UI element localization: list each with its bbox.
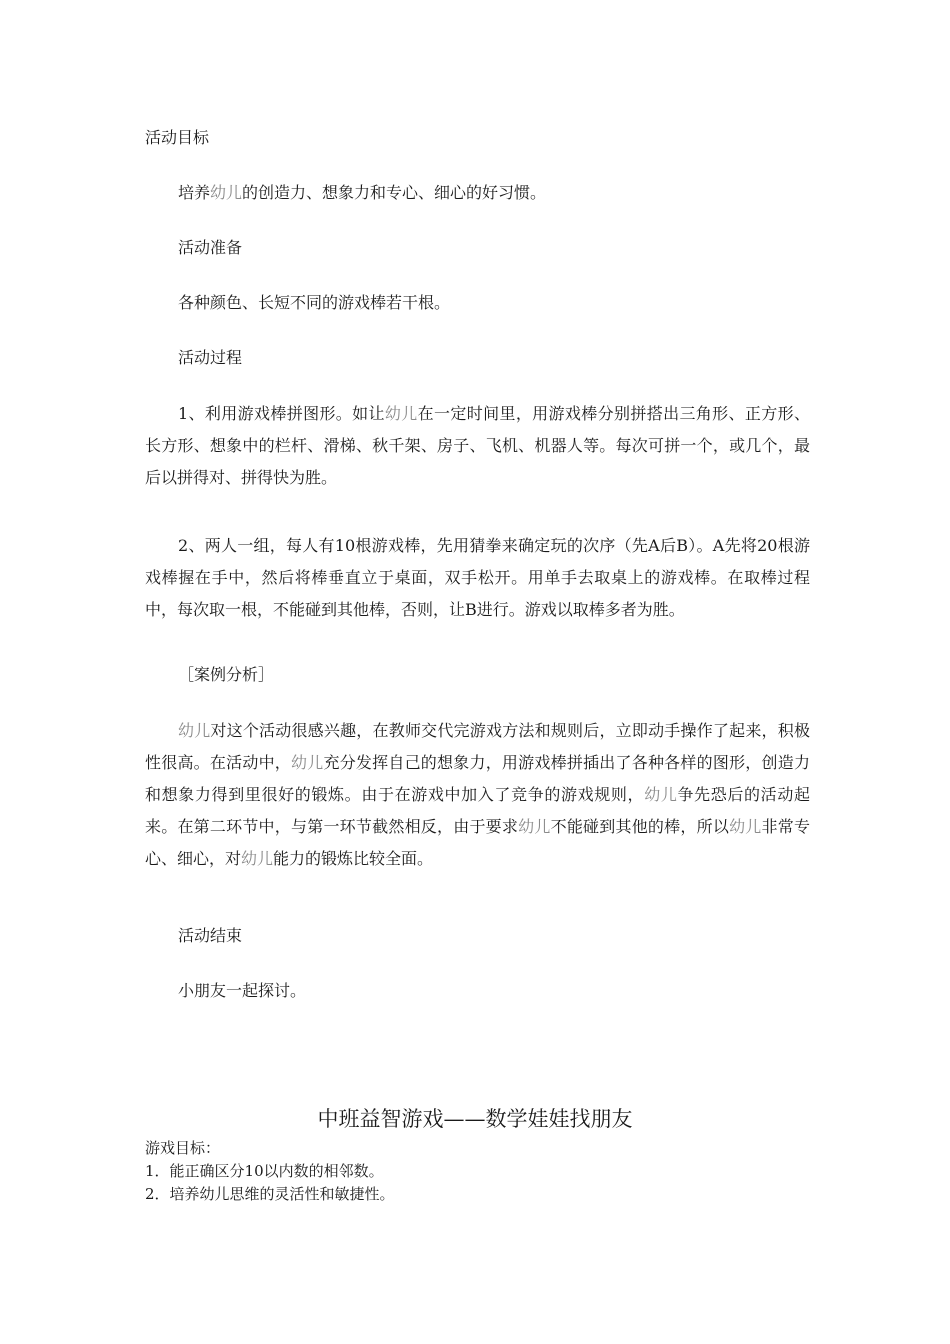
goal-text-pre: 培养 — [178, 183, 211, 202]
process-step-1 — [145, 398, 810, 494]
case-highlight-5: 幼儿 — [729, 817, 762, 836]
goal-text-post: 的创造力、想象力和专心、细心的好习惯。 — [242, 183, 547, 202]
step1-highlight: 幼儿 — [384, 404, 418, 423]
case-text-6: 能力的锻炼比较全面。 — [273, 849, 434, 868]
section2-goal-label: 游戏目标： — [145, 1139, 221, 1157]
case-text-5: 非常专心、细心，对 — [145, 817, 810, 868]
section2-goal-item-1: 1．能正确区分10以内数的相邻数。 — [145, 1162, 384, 1180]
process-step-2: 2、两人一组，每人有10根游戏棒，先用猜拳来确定玩的次序（先A后B）。A先将20根游戏棒握在手中，然后将棒垂直立于桌面，双手松开。用单手去取桌上的游戏棒。在取棒过程中，每次取一根，不能碰到其他棒，否则，让B进行。游戏以取棒多者为胜。 — [145, 536, 810, 619]
section2-title: 中班益智游戏——数学娃娃找朋友 — [317, 1107, 633, 1131]
goal-highlight: 幼儿 — [210, 183, 243, 202]
step1-text-a: 1、利用游戏棒拼图形。如让 — [178, 404, 385, 423]
case-highlight-1: 幼儿 — [178, 721, 211, 740]
heading-activity-end: 活动结束 — [178, 926, 243, 945]
step1-text-b: 在一定时间里，用游戏棒分别拼搭出三角形、正方形、长方形、想象中的栏杆、滑梯、秋千架、房子、飞机、机器人等。每次可拼一个，或几个，最后以拼得对、拼得快为胜。 — [145, 404, 810, 487]
goal-text — [178, 180, 843, 206]
case-text-4: 不能碰到其他的棒，所以 — [550, 817, 730, 836]
section2-goal-item-2: 2．培养幼儿思维的灵活性和敏捷性。 — [145, 1185, 395, 1203]
case-highlight-2: 幼儿 — [291, 753, 324, 772]
heading-activity-goal: 活动目标 — [145, 128, 210, 147]
case-text-1: 对这个活动很感兴趣，在教师交代完游戏方法和规则后，立即动手操作了起来，积极性很高。在活动中， — [145, 721, 810, 772]
heading-case-analysis: ［案例分析］ — [178, 665, 275, 684]
heading-activity-process: 活动过程 — [178, 348, 243, 367]
case-highlight-3: 幼儿 — [644, 785, 678, 804]
end-text: 小朋友一起探讨。 — [178, 981, 307, 1000]
case-highlight-6: 幼儿 — [241, 849, 274, 868]
case-highlight-4: 幼儿 — [518, 817, 551, 836]
heading-activity-prep: 活动准备 — [178, 238, 243, 257]
case-analysis-text — [145, 715, 810, 875]
case-text-2: 充分发挥自己的想象力，用游戏棒拼插出了各种各样的图形，创造力和想象力得到里很好的锻炼。由于在游戏中加入了竞争的游戏规则， — [145, 753, 810, 804]
prep-text: 各种颜色、长短不同的游戏棒若干根。 — [178, 293, 451, 312]
case-text-3: 争先恐后的活动起来。在第二环节中，与第一环节截然相反，由于要求 — [145, 785, 810, 836]
